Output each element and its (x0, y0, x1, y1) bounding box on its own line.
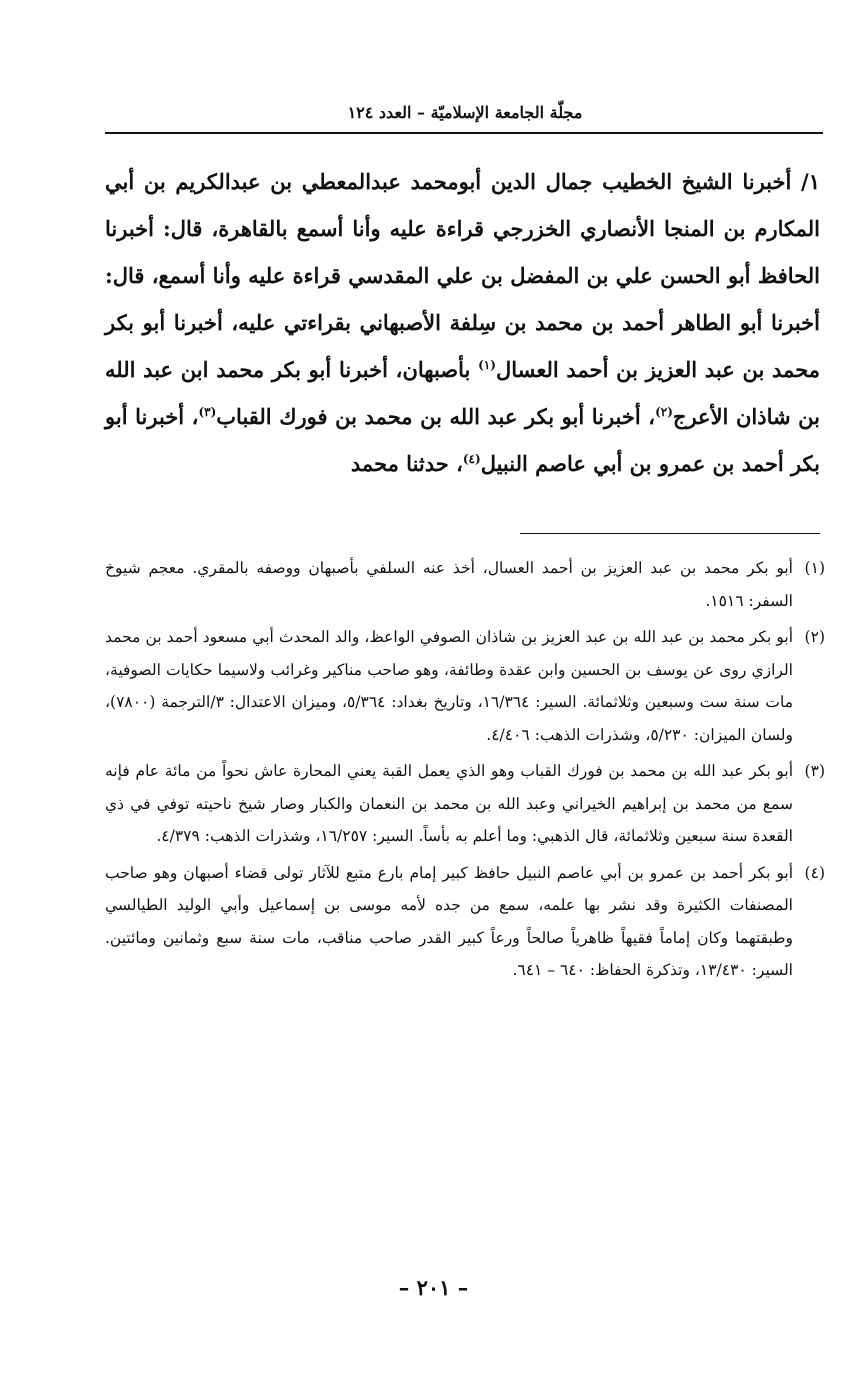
footnotes (105, 552, 825, 991)
header-rule (105, 132, 823, 134)
footnote-separator (520, 533, 820, 534)
main-text (105, 158, 820, 487)
footnote-number: (١) (804, 559, 825, 577)
footnote-number: (٤) (804, 863, 825, 882)
main-text-segment: ، أخبرنا أبو بكر أحمد بن عمرو بن أبي عاصم النبيل (105, 404, 820, 476)
main-text-segment: ، أخبرنا أبو بكر عبد الله بن محمد بن فورك القباب (216, 404, 656, 429)
footnote-number: (٣) (804, 762, 825, 780)
footnote-4 (105, 857, 825, 987)
footnote-ref-3[interactable]: (٣) (198, 405, 217, 419)
footnote-text: أبو بكر أحمد بن عمرو بن أبي عاصم النبيل حافظ كبير إمام بارع متبع للآثار تولى قضاء أصبهان وهو صاحب المصنفات الكثيرة وقد نشر بها علمه، سمع من جده لأمه موسى بن إسماعيل وأبي الوليد الطيالسي وطبقتهما وكان إماماً فقيهاً ظاهرياً صالحاً ورعاً كبير القدر صاحب مناقب، مات سنة سبع وثمانين ومائتين. السير: ١٣/٤٣٠، وتذكرة الحفاظ: ٦٤٠ – ٦٤١. (105, 863, 793, 979)
main-text-segment: ، حدثنا محمد (350, 451, 463, 476)
main-paragraph (105, 158, 820, 487)
footnote-text: أبو بكر عبد الله بن محمد بن فورك القباب وهو الذي يعمل القبة يعني المحارة عاش نحواً من مائة عام فإنه سمع من محمد بن إبراهيم الخيراني وعبد الله بن محمد بن النعمان والكبار وصار شيخ ناحيته توفي في ذي القعدة سنة سبعين وثلاثمائة، قال الذهبي: وما أعلم به بأساً. السير: ١٦/٢٥٧، وشذرات الذهب: ٤/٣٧٩. (105, 762, 793, 845)
footnote-number: (٢) (804, 628, 825, 646)
footnote-ref-1[interactable]: (١) (478, 358, 496, 372)
footnote-ref-4[interactable]: (٤) (462, 452, 481, 466)
footnote-ref-2[interactable]: (٢) (655, 405, 673, 419)
footnote-1 (105, 552, 825, 617)
page-number: – ٢٠١ – (398, 1275, 469, 1300)
footnote-3 (105, 755, 825, 853)
running-header: مجلّة الجامعة الإسلاميّة – العدد ١٢٤ (347, 103, 583, 122)
main-text-segment: ١/ أخبرنا الشيخ الخطيب جمال الدين أبومحمد عبدالمعطي بن عبدالكريم بن أبي المكارم بن المنجا الأنصاري الخزرجي قراءة عليه وأنا أسمع بالقاهرة، قال: أخبرنا الحافظ أبو الحسن علي بن المفضل بن علي المقدسي قراءة عليه وأنا أسمع، قال: أخبرنا أبو الطاهر أحمد بن محمد بن سِلفة الأصبهاني بقراءتي عليه، أخبرنا أبو بكر محمد بن عبد العزيز بن أحمد العسال (105, 169, 820, 382)
footnote-2 (105, 621, 825, 751)
footnote-text: أبو بكر محمد بن عبد الله بن عبد العزيز بن شاذان الصوفي الواعظ، والد المحدث أبي مسعود أحمد بن محمد الرازي روى عن يوسف بن الحسين وابن عقدة وطائفة، وهو صاحب مناكير وغرائب ولاسيما حكايات الصوفية، مات سنة ست وسبعين وثلاثمائة. السير: ١٦/٣٦٤، وتاريخ بغداد: ٥/٣٦٤، وميزان الاعتدال: ٣/الترجمة (٧٨٠٠)، ولسان الميزان: ٥/٢٣٠، وشذرات الذهب: ٤/٤٠٦. (105, 628, 794, 744)
footnote-text: أبو بكر محمد بن عبد العزيز بن أحمد العسال، أخذ عنه السلفي بأصبهان ووصفه بالمقري. معجم شيوخ السفر: ١٥١٦. (105, 559, 793, 610)
main-text-segment: بأصبهان، أخبرنا أبو بكر محمد ابن عبد الله بن شاذان الأعرج (105, 357, 820, 429)
